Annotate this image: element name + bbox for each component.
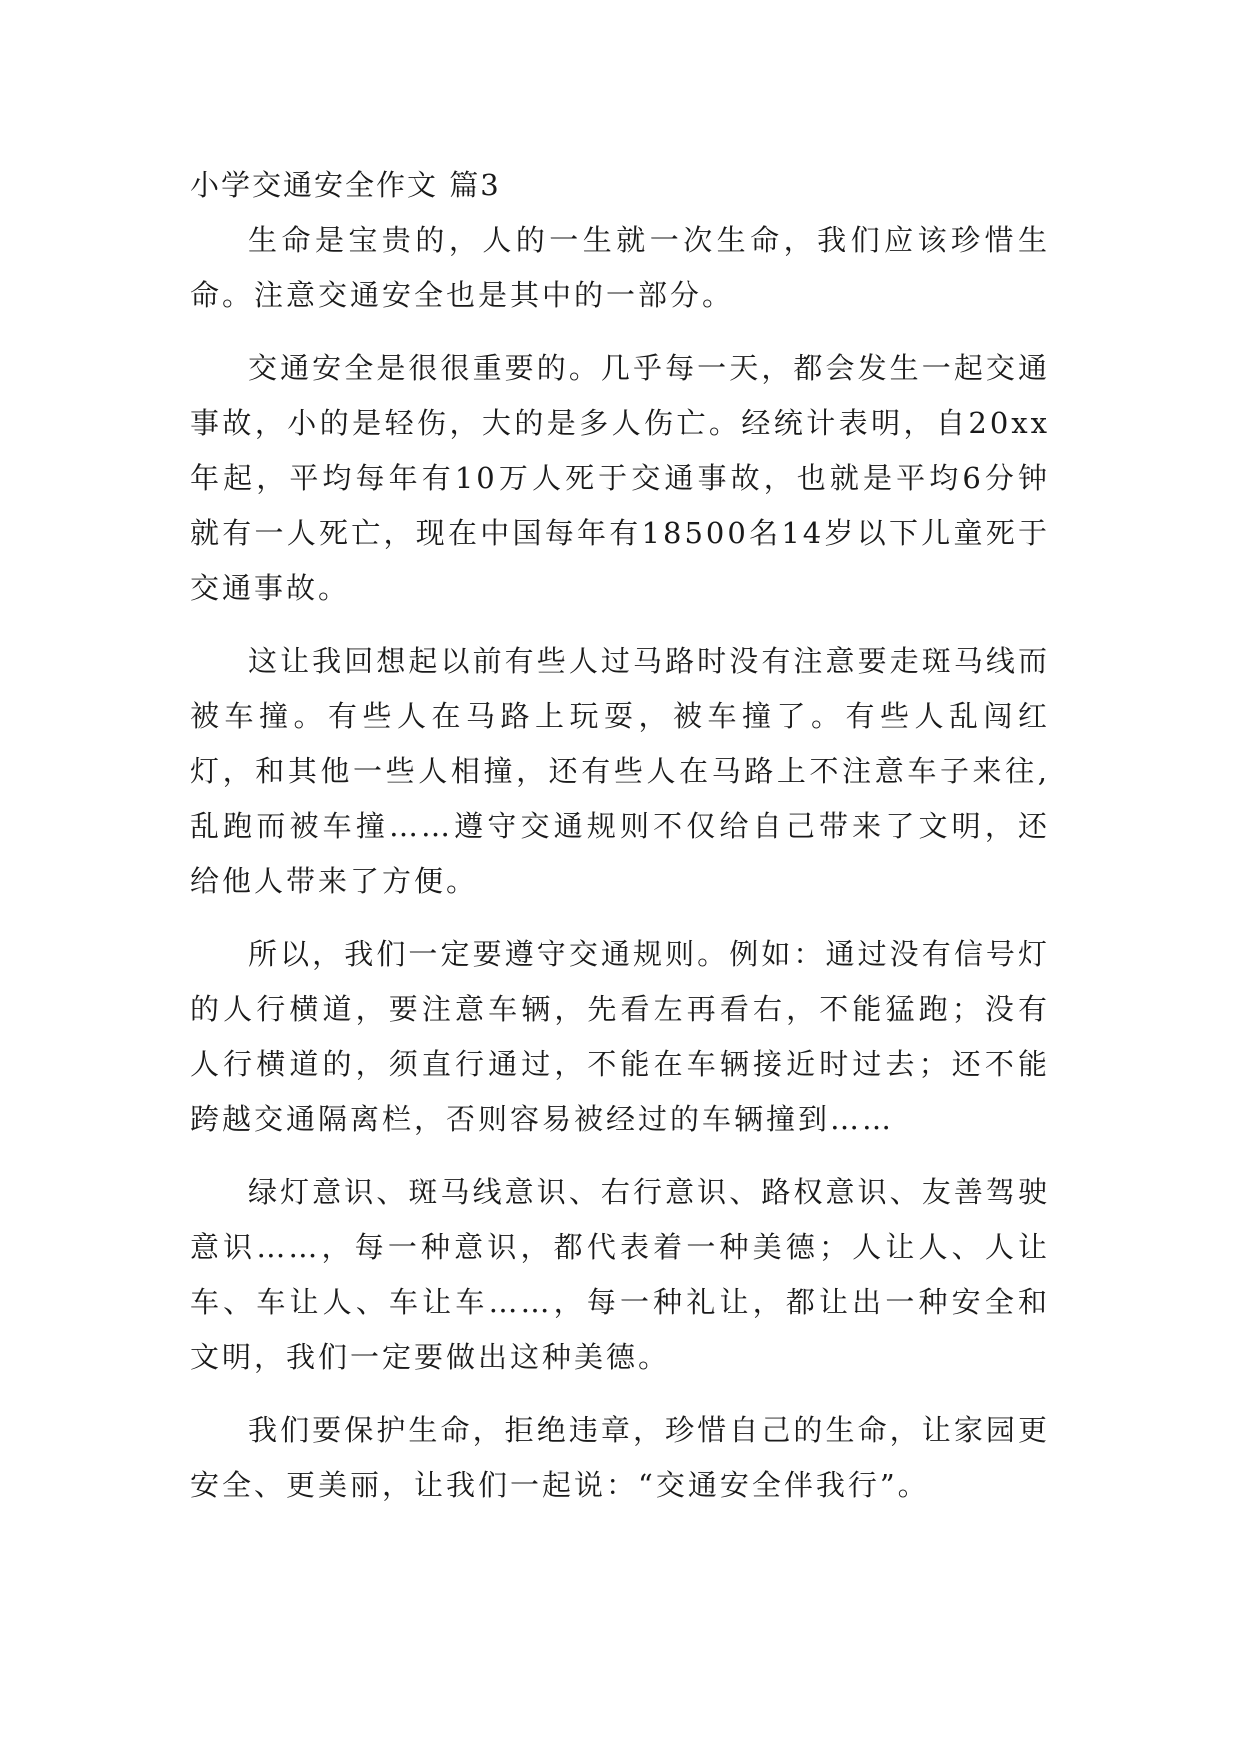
document-title: 小学交通安全作文 篇3: [190, 168, 501, 202]
paragraph-1: 生命是宝贵的，人的一生就一次生命，我们应该珍惜生命。注意交通安全也是其中的一部分。: [190, 223, 1050, 312]
paragraph-3: 这让我回想起以前有些人过马路时没有注意要走斑马线而被车撞。有些人在马路上玩耍，被车撞了。有些人乱闯红灯，和其他一些人相撞，还有些人在马路上不注意车子来往,乱跑而被车撞……遵守交通规则不仅给自己带来了文明，还给他人带来了方便。: [190, 644, 1050, 898]
document-body: [190, 158, 1050, 1513]
paragraph-5: 绿灯意识、斑马线意识、右行意识、路权意识、友善驾驶意识……，每一种意识，都代表着一种美德；人让人、人让车、车让人、车让车……，每一种礼让，都让出一种安全和文明，我们一定要做出这种美德。: [190, 1175, 1050, 1374]
paragraph-6: 我们要保护生命，拒绝违章，珍惜自己的生命，让家园更安全、更美丽，让我们一起说：“交通安全伴我行”。: [190, 1413, 1050, 1502]
paragraph-2: 交通安全是很很重要的。几乎每一天，都会发生一起交通事故，小的是轻伤，大的是多人伤亡。经统计表明，自20xx年起，平均每年有10万人死于交通事故，也就是平均6分钟就有一人死亡，现在中国每年有18500名14岁以下儿童死于交通事故。: [190, 351, 1050, 605]
paragraph-4: 所以，我们一定要遵守交通规则。例如：通过没有信号灯的人行横道，要注意车辆，先看左再看右，不能猛跑；没有人行横道的，须直行通过，不能在车辆接近时过去；还不能跨越交通隔离栏，否则容易被经过的车辆撞到……: [190, 937, 1050, 1136]
